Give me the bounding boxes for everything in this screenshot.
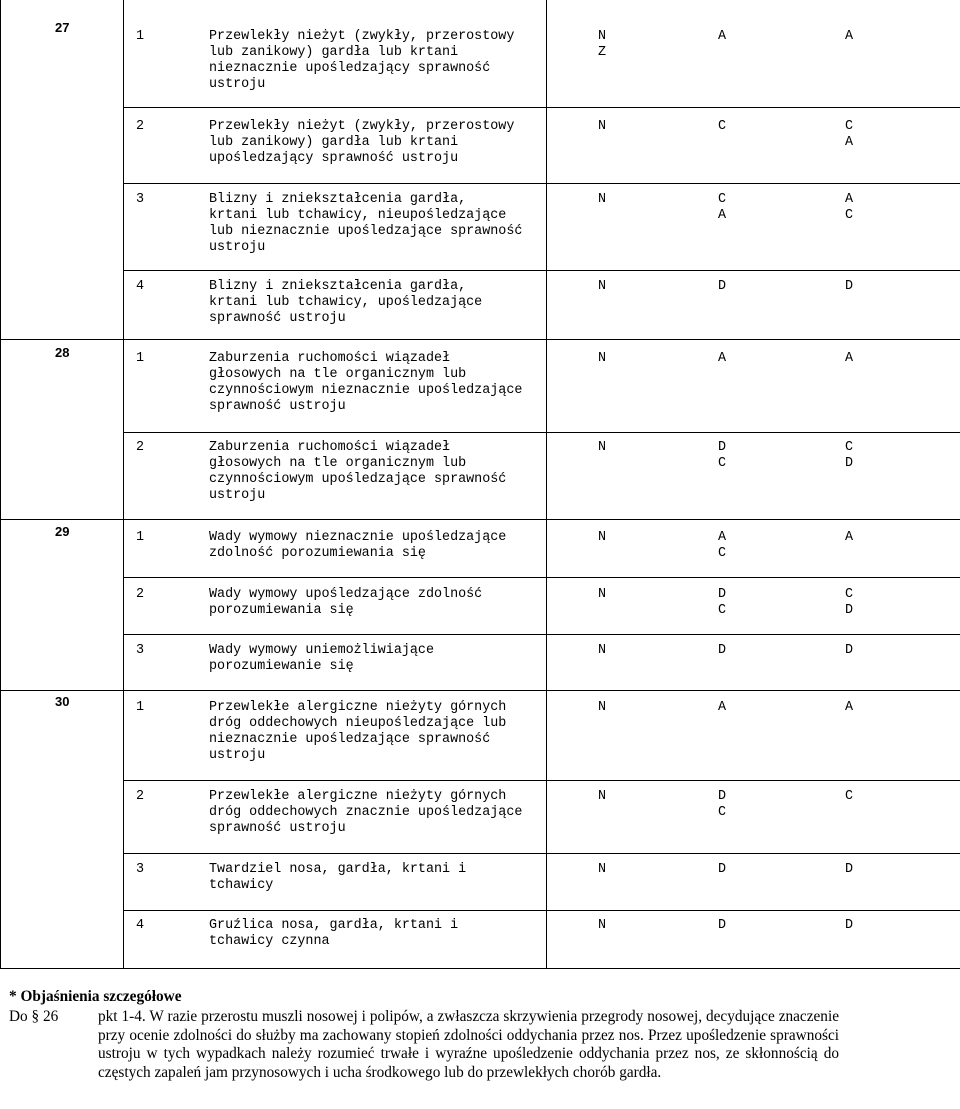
category-col3: A	[845, 135, 854, 150]
row-description-line: lub nieznacznie upośledzające sprawność	[209, 224, 523, 239]
row-description-line: sprawność ustroju	[209, 311, 346, 326]
row-number: 1	[136, 29, 145, 44]
category-col3: A	[845, 530, 854, 545]
row-description-line: porozumiewanie się	[209, 659, 354, 674]
row-description-line: ustroju	[209, 748, 266, 763]
row-description-line: porozumiewania się	[209, 603, 354, 618]
category-col2: C	[718, 603, 727, 618]
row-divider	[123, 183, 960, 184]
row-description-line: dróg oddechowych nieupośledzające lub	[209, 716, 507, 731]
row-description-line: Przewlekłe alergiczne nieżyty górnych	[209, 789, 507, 804]
column-divider	[123, 0, 124, 968]
category-col3: A	[845, 700, 854, 715]
row-divider	[123, 107, 960, 108]
row-description-line: Wady wymowy uniemożliwiające	[209, 643, 434, 658]
row-divider	[123, 910, 960, 911]
category-col1: N	[598, 587, 607, 602]
category-col3: A	[845, 192, 854, 207]
row-number: 2	[136, 440, 145, 455]
row-description-line: Blizny i zniekształcenia gardła,	[209, 192, 467, 207]
row-description-line: nieznacznie upośledzające sprawność	[209, 732, 491, 747]
row-number: 2	[136, 789, 145, 804]
row-number: 2	[136, 119, 145, 134]
section-divider	[0, 519, 960, 520]
category-col2: D	[718, 789, 727, 804]
row-description-line: upośledzający sprawność ustroju	[209, 151, 459, 166]
row-description-line: lub zanikowy) gardła lub krtani	[209, 45, 459, 60]
row-description-line: Zaburzenia ruchomości wiązadeł	[209, 440, 451, 455]
column-divider	[546, 0, 547, 968]
category-col2: D	[718, 918, 727, 933]
row-divider	[123, 577, 960, 578]
category-col3: D	[845, 918, 854, 933]
category-col2: A	[718, 29, 727, 44]
row-description-line: ustroju	[209, 240, 266, 255]
category-col2: C	[718, 119, 727, 134]
row-number: 1	[136, 700, 145, 715]
row-description-line: Blizny i zniekształcenia gardła,	[209, 279, 467, 294]
category-col2: A	[718, 700, 727, 715]
category-col1: Z	[598, 45, 607, 60]
row-number: 4	[136, 279, 145, 294]
row-description-line: ustroju	[209, 77, 266, 92]
row-description-line: czynnościowym nieznacznie upośledzające	[209, 383, 523, 398]
category-col3: D	[845, 643, 854, 658]
category-col1: N	[598, 440, 607, 455]
row-divider	[123, 853, 960, 854]
category-col2: C	[718, 546, 727, 561]
row-description-line: Zaburzenia ruchomości wiązadeł	[209, 351, 451, 366]
row-description-line: Przewlekłe alergiczne nieżyty górnych	[209, 700, 507, 715]
category-col1: N	[598, 700, 607, 715]
row-description-line: lub zanikowy) gardła lub krtani	[209, 135, 459, 150]
row-description-line: sprawność ustroju	[209, 821, 346, 836]
category-col1: N	[598, 643, 607, 658]
category-col3: D	[845, 279, 854, 294]
row-number: 4	[136, 918, 145, 933]
notes-heading: * Objaśnienia szczegółowe	[9, 988, 182, 1005]
row-description-line: tchawicy	[209, 878, 274, 893]
category-col3: C	[845, 119, 854, 134]
row-description-line: sprawność ustroju	[209, 399, 346, 414]
category-col3: C	[845, 440, 854, 455]
row-description-line: Twardziel nosa, gardła, krtani i	[209, 862, 467, 877]
category-col3: C	[845, 208, 854, 223]
category-col1: N	[598, 530, 607, 545]
category-col2: C	[718, 805, 727, 820]
row-description-line: głosowych na tle organicznym lub	[209, 367, 467, 382]
category-col3: C	[845, 587, 854, 602]
category-col2: A	[718, 530, 727, 545]
detailed-explanations	[9, 988, 839, 1082]
row-description-line: krtani lub tchawicy, nieupośledzające	[209, 208, 507, 223]
row-description-line: nieznacznie upośledzający sprawność	[209, 61, 491, 76]
category-col2: D	[718, 862, 727, 877]
row-divider	[123, 270, 960, 271]
category-col2: C	[718, 456, 727, 471]
table-border-left	[0, 0, 1, 968]
category-col2: A	[718, 208, 727, 223]
category-col2: D	[718, 643, 727, 658]
note-entry	[9, 1008, 839, 1082]
row-description-line: tchawicy czynna	[209, 934, 330, 949]
section-number: 27	[55, 20, 70, 35]
row-description-line: głosowych na tle organicznym lub	[209, 456, 467, 471]
section-divider	[0, 339, 960, 340]
note-label: Do § 26	[9, 1008, 59, 1026]
section-number: 29	[55, 524, 70, 539]
row-description-line: zdolność porozumiewania się	[209, 546, 426, 561]
category-col3: A	[845, 29, 854, 44]
category-col1: N	[598, 351, 607, 366]
category-col3: D	[845, 456, 854, 471]
section-number: 28	[55, 345, 70, 360]
category-col3: A	[845, 351, 854, 366]
category-col1: N	[598, 192, 607, 207]
category-col3: D	[845, 862, 854, 877]
row-divider	[123, 432, 960, 433]
row-description-line: Przewlekły nieżyt (zwykły, przerostowy	[209, 119, 515, 134]
row-description-line: krtani lub tchawicy, upośledzające	[209, 295, 483, 310]
row-description-line: czynnościowym upośledzające sprawność	[209, 472, 507, 487]
row-number: 3	[136, 862, 145, 877]
row-number: 1	[136, 351, 145, 366]
row-number: 1	[136, 530, 145, 545]
category-col1: N	[598, 862, 607, 877]
row-description-line: dróg oddechowych znacznie upośledzające	[209, 805, 523, 820]
category-col2: C	[718, 192, 727, 207]
category-col2: D	[718, 440, 727, 455]
category-col2: A	[718, 351, 727, 366]
row-description-line: Gruźlica nosa, gardła, krtani i	[209, 918, 459, 933]
table-border-bottom	[0, 968, 960, 969]
row-divider	[123, 634, 960, 635]
row-number: 2	[136, 587, 145, 602]
row-description-line: Wady wymowy nieznacznie upośledzające	[209, 530, 507, 545]
row-description-line: Przewlekły nieżyt (zwykły, przerostowy	[209, 29, 515, 44]
note-text: pkt 1-4. W razie przerostu muszli nosowej i polipów, a zwłaszcza skrzywienia przegrody nosowej, decydujące znaczenie przy ocenie zdolności do służby ma zachowany stopień zdolności oddychania przez nos. Przez upośledzenie sprawności ustroju w tych wypadkach należy rozumieć trwałe i wyraźne upośledzenie oddychania przez nos, ze skłonnością do częstych zapaleń jam przynosowych i ucha środkowego lub do przewlekłych chorób gardła.	[98, 1008, 839, 1081]
category-col3: D	[845, 603, 854, 618]
row-divider	[123, 780, 960, 781]
category-col3: C	[845, 789, 854, 804]
category-col1: N	[598, 29, 607, 44]
category-col1: N	[598, 918, 607, 933]
row-description-line: Wady wymowy upośledzające zdolność	[209, 587, 483, 602]
category-col1: N	[598, 279, 607, 294]
row-number: 3	[136, 643, 145, 658]
section-number: 30	[55, 694, 70, 709]
category-col2: D	[718, 587, 727, 602]
row-number: 3	[136, 192, 145, 207]
category-col1: N	[598, 789, 607, 804]
category-col1: N	[598, 119, 607, 134]
category-col2: D	[718, 279, 727, 294]
section-divider	[0, 690, 960, 691]
row-description-line: ustroju	[209, 488, 266, 503]
